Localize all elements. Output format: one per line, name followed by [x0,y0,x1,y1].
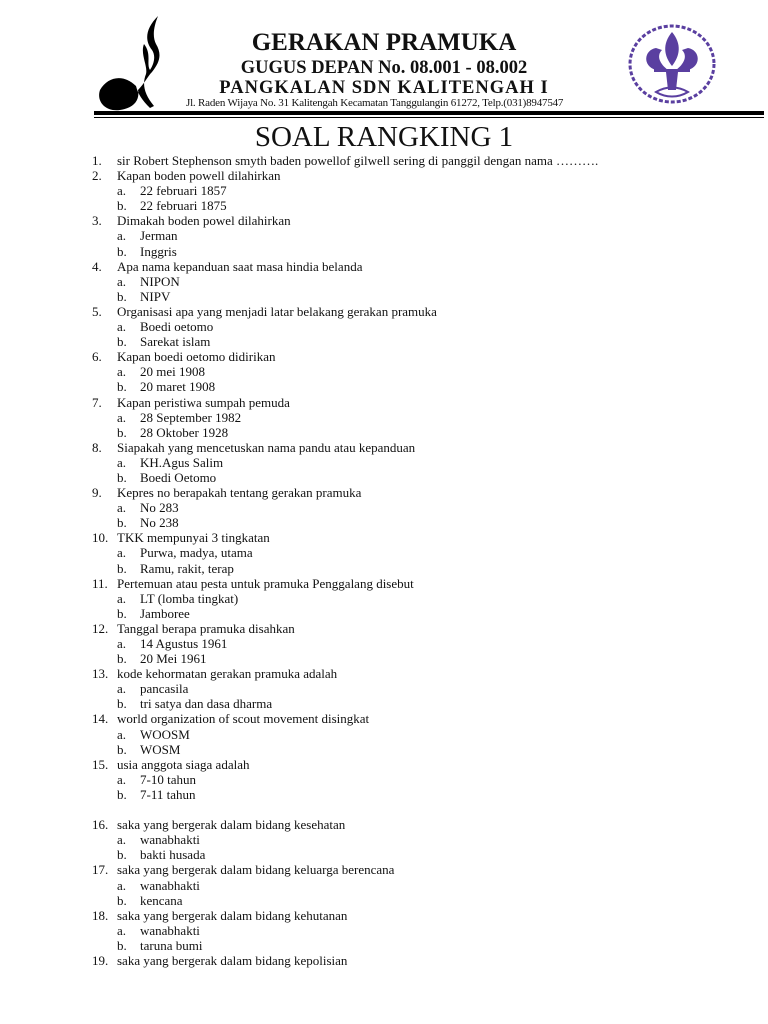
question-item [0,711,768,726]
option-letter: b. [117,334,127,350]
answer-option [0,319,768,334]
option-letter: a. [117,319,127,335]
option-letter: a. [117,183,127,199]
option-letter: b. [117,424,127,440]
question-text: Kapan peristiwa sumpah pemuda [117,394,290,410]
question-text: usia anggota siaga adalah [117,756,250,772]
answer-option [0,727,768,742]
option-letter: b. [117,786,127,802]
option-text: wanabhakti [140,832,200,848]
question-text: Siapakah yang mencetuskan nama pandu atau kepanduan [117,439,416,455]
option-text: Purwa, madya, utama [140,545,253,561]
question-item [0,168,768,183]
question-text: kode kehormatan gerakan pramuka adalah [117,666,338,682]
question-item [0,304,768,319]
option-letter: b. [117,243,127,259]
answer-option [0,515,768,530]
answer-option [0,923,768,938]
option-text: pancasila [140,681,189,697]
question-item [0,530,768,545]
option-text: KH.Agus Salim [140,454,224,470]
answer-option [0,636,768,651]
option-text: Jerman [140,228,178,244]
question-list [0,153,768,968]
option-letter: b. [117,515,127,531]
question-item [0,576,768,591]
question-item [0,817,768,832]
question-text: Dimakah boden powel dilahirkan [117,213,291,229]
option-text: NIPV [140,288,171,304]
option-letter: b. [117,892,127,908]
option-text: Boedi oetomo [140,319,214,335]
option-letter: a. [117,500,127,516]
answer-option [0,893,768,908]
option-letter: b. [117,469,127,485]
question-number: 19. [92,952,109,968]
question-item [0,621,768,636]
option-letter: b. [117,560,127,576]
question-text: Organisasi apa yang menjadi latar belakang gerakan pramuka [117,303,437,319]
question-item [0,213,768,228]
option-letter: a. [117,636,127,651]
question-number: 16. [92,817,109,833]
question-item [0,259,768,274]
option-letter: b. [117,379,127,395]
org-title: GERAKAN PRAMUKA [251,29,517,56]
option-text: 22 februari 1857 [140,183,227,199]
question-text: saka yang bergerak dalam bidang keluarga berencana [117,862,395,878]
option-text: Sarekat islam [140,334,211,350]
option-text: bakti husada [140,847,206,863]
question-item [0,440,768,455]
question-item [0,349,768,364]
question-text: Kepres no berapakah tentang gerakan pramuka [117,485,362,501]
option-text: taruna bumi [140,937,203,953]
question-item [0,395,768,410]
question-number: 7. [92,394,102,410]
option-letter: a. [117,409,127,425]
answer-option [0,455,768,470]
question-number: 2. [92,168,102,184]
answer-option [0,289,768,304]
answer-option [0,545,768,560]
question-number: 4. [92,258,102,274]
header-rule-thin [94,117,764,118]
answer-option [0,410,768,425]
option-letter: a. [117,273,127,289]
question-text: Apa nama kepanduan saat masa hindia belanda [117,258,363,274]
option-letter: b. [117,741,127,757]
org-subtitle: GUGUS DEPAN No. 08.001 - 08.002 [240,58,528,78]
question-text: saka yang bergerak dalam bidang kehutanan [117,907,348,923]
question-number: 3. [92,213,102,229]
answer-option [0,228,768,243]
option-letter: a. [117,922,127,938]
question-text: Kapan boden powell dilahirkan [117,168,281,184]
option-letter: a. [117,228,127,244]
question-number: 10. [92,530,109,546]
option-text: 14 Agustus 1961 [140,636,228,651]
option-letter: b. [117,847,127,863]
option-letter: a. [117,681,127,697]
question-number: 8. [92,439,102,455]
question-text: Pertemuan atau pesta untuk pramuka Penggalang disebut [117,575,414,591]
answer-option [0,183,768,198]
answer-option [0,787,768,802]
option-text: NIPON [140,273,180,289]
answer-option [0,742,768,757]
option-letter: b. [117,651,127,667]
answer-option [0,561,768,576]
answer-option [0,425,768,440]
answer-option [0,651,768,666]
question-text: saka yang bergerak dalam bidang kepolisian [117,952,348,968]
option-text: Ramu, rakit, terap [140,560,234,576]
option-text: WOOSM [140,726,190,742]
answer-option [0,198,768,213]
question-text: saka yang bergerak dalam bidang kesehatan [117,817,346,833]
answer-option [0,470,768,485]
question-item [0,862,768,877]
option-text: 20 maret 1908 [140,379,216,395]
address: Jl. Raden Wijaya No. 31 Kalitengah Kecamatan Tanggulangin 61272, Telp.(031)8947547 [186,97,564,109]
option-letter: b. [117,288,127,304]
answer-option [0,696,768,711]
answer-option [0,681,768,696]
option-text: kencana [140,892,183,908]
option-letter: b. [117,937,127,953]
question-text: world organization of scout movement disingkat [117,711,370,727]
question-number: 17. [92,862,109,878]
question-number: 15. [92,756,109,772]
option-text: Jamboree [140,605,190,621]
option-letter: a. [117,454,127,470]
answer-option [0,591,768,606]
question-number: 12. [92,620,109,636]
answer-option [0,500,768,515]
question-item [0,908,768,923]
question-number: 6. [92,349,102,365]
option-letter: a. [117,545,127,561]
answer-option [0,938,768,953]
option-text: Inggris [140,243,177,259]
answer-option [0,772,768,787]
option-text: No 238 [140,515,179,531]
question-number: 9. [92,485,102,501]
option-letter: a. [117,877,127,893]
question-text: Tanggal berapa pramuka disahkan [117,620,295,636]
answer-option [0,878,768,893]
option-letter: a. [117,832,127,848]
blank-line [0,802,768,817]
question-item [0,153,768,168]
answer-option [0,379,768,394]
option-text: 28 Oktober 1928 [140,424,229,440]
option-text: 20 mei 1908 [140,364,205,380]
question-text: sir Robert Stephenson smyth baden powellof gilwell sering di panggil dengan nama ………. [117,153,599,168]
header-rule-thick [94,111,764,115]
answer-option [0,847,768,862]
option-letter: b. [117,198,127,214]
option-text: 28 September 1982 [140,409,242,425]
option-text: 20 Mei 1961 [140,651,207,667]
question-number: 18. [92,907,109,923]
question-item [0,757,768,772]
question-item [0,953,768,968]
answer-option [0,606,768,621]
document-title: SOAL RANGKING 1 [254,121,514,153]
question-number: 5. [92,303,102,319]
school-name: PANGKALAN SDN KALITENGAH I [219,78,549,98]
option-letter: a. [117,726,127,742]
question-number: 13. [92,666,109,682]
option-text: 22 februari 1875 [140,198,227,214]
question-number: 14. [92,711,109,727]
option-text: wanabhakti [140,877,200,893]
option-text: LT (lomba tingkat) [140,590,239,606]
option-text: WOSM [140,741,181,757]
option-text: Boedi Oetomo [140,469,217,485]
option-letter: b. [117,696,127,712]
question-item [0,485,768,500]
question-number: 1. [92,153,102,168]
question-item [0,666,768,681]
question-text: Kapan boedi oetomo didirikan [117,349,276,365]
option-text: wanabhakti [140,922,200,938]
answer-option [0,244,768,259]
answer-option [0,274,768,289]
answer-option [0,334,768,349]
question-number: 11. [92,575,108,591]
option-letter: a. [117,590,127,606]
option-text: tri satya dan dasa dharma [140,696,273,712]
option-text: No 283 [140,500,179,516]
answer-option [0,832,768,847]
option-letter: a. [117,771,127,787]
option-text: 7-10 tahun [140,771,196,787]
question-text: TKK mempunyai 3 tingkatan [117,530,270,546]
option-text: 7-11 tahun [140,786,196,802]
option-letter: b. [117,605,127,621]
option-letter: a. [117,364,127,380]
answer-option [0,364,768,379]
